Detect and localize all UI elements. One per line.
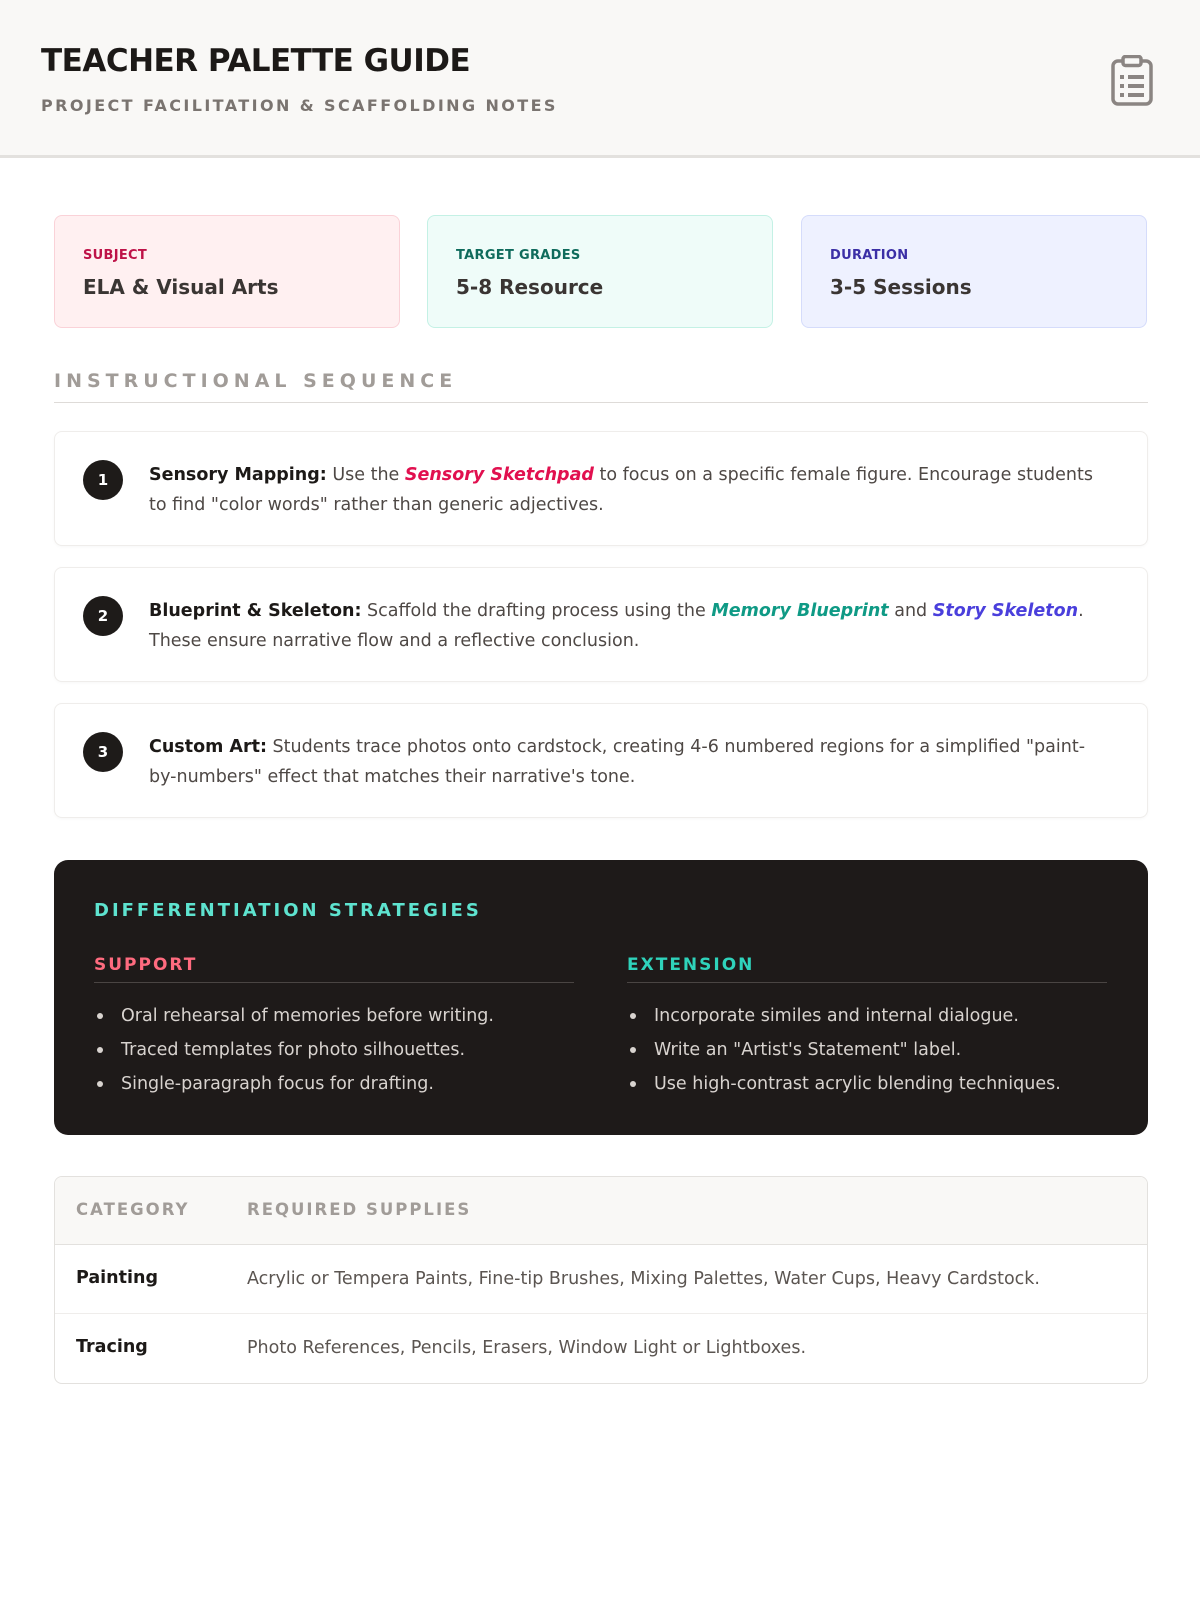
subject-label: SUBJECT bbox=[83, 248, 148, 263]
story-skeleton-highlight: Story Skeleton bbox=[932, 601, 1079, 621]
category-column-header: CATEGORY bbox=[76, 1200, 190, 1219]
support-heading: SUPPORT bbox=[94, 955, 574, 983]
page-subtitle: PROJECT FACILITATION & SCAFFOLDING NOTES bbox=[41, 96, 558, 115]
sequence-step-3 bbox=[54, 703, 1148, 818]
list-item-text: Write an "Artist's Statement" label. bbox=[654, 1040, 962, 1060]
list-item-text: Traced templates for photo silhouettes. bbox=[121, 1040, 466, 1060]
duration-value: 3-5 Sessions bbox=[830, 275, 972, 299]
subject-value: ELA & Visual Arts bbox=[83, 275, 279, 299]
sensory-sketchpad-highlight: Sensory Sketchpad bbox=[404, 465, 594, 485]
duration-card bbox=[801, 215, 1147, 328]
step-text-part: Students trace photos onto cardstock, creating 4-6 numbered regions for a simplified "paint-by-numbers" effect that matches their narrative's tone. bbox=[149, 737, 1086, 787]
category-cell: Tracing bbox=[76, 1337, 148, 1357]
supplies-table bbox=[54, 1176, 1148, 1384]
bullet-icon bbox=[630, 1047, 636, 1053]
step-number-badge: 3 bbox=[83, 732, 123, 772]
extension-list bbox=[627, 999, 1107, 1101]
list-item-text: Single-paragraph focus for drafting. bbox=[121, 1074, 434, 1094]
target-grades-card bbox=[427, 215, 773, 328]
bullet-icon bbox=[630, 1013, 636, 1019]
step-lead: Custom Art: bbox=[149, 737, 267, 757]
supplies-column-header: REQUIRED SUPPLIES bbox=[247, 1200, 472, 1219]
support-column bbox=[94, 955, 574, 1101]
step-text-part: Use the bbox=[326, 465, 405, 485]
table-header bbox=[55, 1177, 1147, 1245]
step-number-badge: 2 bbox=[83, 596, 123, 636]
extension-heading: EXTENSION bbox=[627, 955, 1107, 983]
supplies-cell: Photo References, Pencils, Erasers, Window Light or Lightboxes. bbox=[247, 1338, 807, 1358]
step-lead: Blueprint & Skeleton: bbox=[149, 601, 362, 621]
clipboard-icon bbox=[1110, 55, 1154, 107]
bullet-icon bbox=[97, 1047, 103, 1053]
step-description bbox=[149, 732, 1109, 792]
step-description bbox=[149, 596, 1109, 656]
list-item-text: Oral rehearsal of memories before writing. bbox=[121, 1006, 494, 1026]
page-header bbox=[0, 0, 1200, 158]
page-title: TEACHER PALETTE GUIDE bbox=[41, 43, 471, 79]
list-item-text: Use high-contrast acrylic blending techniques. bbox=[654, 1074, 1061, 1094]
step-description bbox=[149, 460, 1109, 520]
differentiation-title: DIFFERENTIATION STRATEGIES bbox=[94, 900, 482, 921]
bullet-icon bbox=[630, 1081, 636, 1087]
step-text-part: Scaffold the drafting process using the bbox=[361, 601, 712, 621]
supplies-cell: Acrylic or Tempera Paints, Fine-tip Brushes, Mixing Palettes, Water Cups, Heavy Cardstock. bbox=[247, 1269, 1040, 1289]
step-text-part: and bbox=[888, 601, 933, 621]
sequence-step-1 bbox=[54, 431, 1148, 546]
bullet-icon bbox=[97, 1081, 103, 1087]
list-item bbox=[627, 999, 1107, 1033]
sequence-step-2 bbox=[54, 567, 1148, 682]
list-item-text: Incorporate similes and internal dialogue. bbox=[654, 1006, 1019, 1026]
extension-column bbox=[627, 955, 1107, 1101]
target-grades-value: 5-8 Resource bbox=[456, 275, 604, 299]
list-item bbox=[94, 999, 574, 1033]
instructional-sequence-heading: INSTRUCTIONAL SEQUENCE bbox=[54, 370, 458, 392]
duration-label: DURATION bbox=[830, 248, 909, 263]
memory-blueprint-highlight: Memory Blueprint bbox=[711, 601, 889, 621]
category-cell: Painting bbox=[76, 1268, 158, 1288]
subject-card bbox=[54, 215, 400, 328]
bullet-icon bbox=[97, 1013, 103, 1019]
step-text-part: . These ensure narrative flow and a reflective conclusion. bbox=[149, 601, 1084, 651]
table-row bbox=[55, 1245, 1147, 1314]
section-divider bbox=[54, 402, 1148, 403]
support-list bbox=[94, 999, 574, 1101]
differentiation-panel bbox=[54, 860, 1148, 1135]
table-row bbox=[55, 1314, 1147, 1383]
list-item bbox=[94, 1067, 574, 1101]
list-item bbox=[627, 1067, 1107, 1101]
list-item bbox=[627, 1033, 1107, 1067]
step-number-badge: 1 bbox=[83, 460, 123, 500]
step-text-part: to focus on a specific female figure. Encourage students to find "color words" rather than generic adjectives. bbox=[149, 465, 1093, 515]
target-grades-label: TARGET GRADES bbox=[456, 248, 581, 263]
step-lead: Sensory Mapping: bbox=[149, 465, 327, 485]
list-item bbox=[94, 1033, 574, 1067]
